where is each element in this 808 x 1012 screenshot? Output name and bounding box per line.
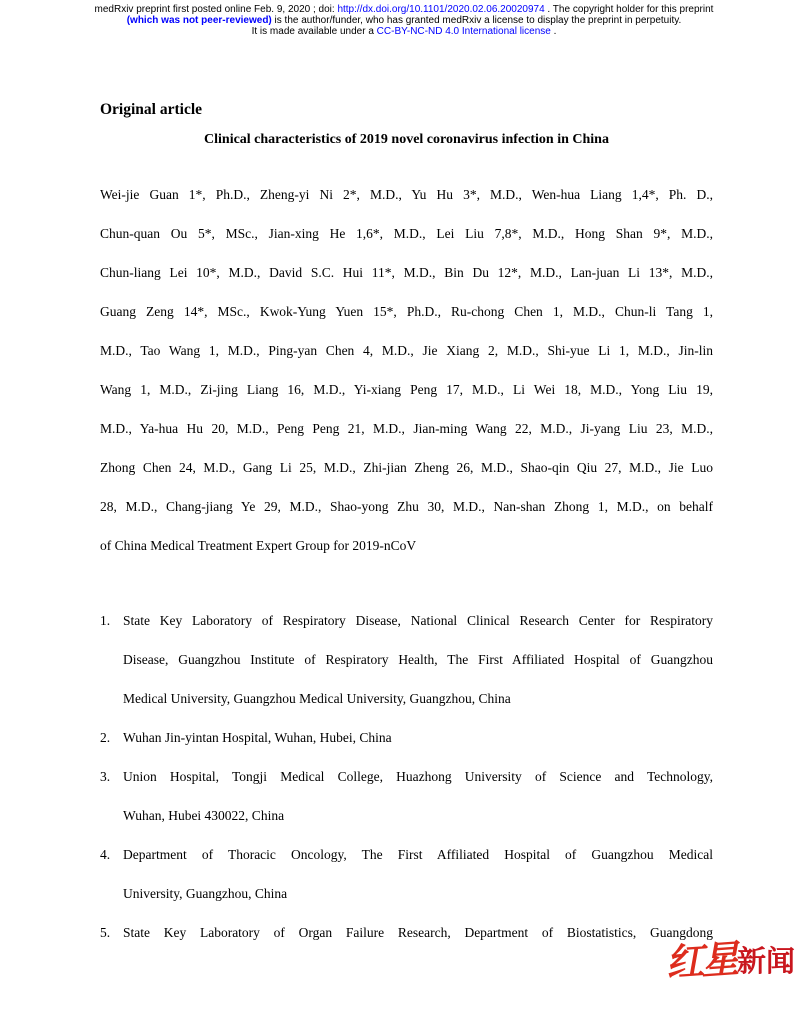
affiliation-line: Wuhan, Hubei 430022, China — [123, 808, 285, 823]
article-body — [100, 0, 713, 952]
affiliation-number: 1. — [100, 613, 111, 628]
redstar-news-logo — [664, 938, 795, 986]
affiliation-number: 4. — [100, 847, 111, 862]
authors-paragraph — [100, 175, 713, 565]
affiliation-number: 2. — [100, 730, 111, 745]
notice-line-1-pre: medRxiv preprint first posted online Feb. 9, 2020 ; doi: — [94, 4, 338, 15]
peer-review-warning: (which was not peer-reviewed) — [126, 15, 272, 26]
author-line: Wei-jie Guan 1*, Ph.D., Zheng-yi Ni 2*, M.D., Yu Hu 3*, M.D., Wen-hua Liang 1,4*, Ph. D., — [100, 187, 713, 202]
notice-line-1-post: . The copyright holder for this preprint — [544, 4, 714, 15]
section-label: Original article — [100, 101, 203, 118]
notice-line-2-rest: is the author/funder, who has granted medRxiv a license to display the preprint in perpetuity. — [271, 15, 682, 26]
affiliation-item — [100, 913, 713, 952]
paper-title: Clinical characteristics of 2019 novel coronavirus infection in China — [204, 132, 609, 147]
author-line: Chun-liang Lei 10*, M.D., David S.C. Hui 11*, M.D., Bin Du 12*, M.D., Lan-juan Li 13*, M.D., — [100, 265, 713, 280]
author-line: of China Medical Treatment Expert Group for 2019-nCoV — [100, 538, 417, 553]
logo-calligraphy-text: 红星 — [664, 938, 738, 986]
affiliation-line: Wuhan Jin-yintan Hospital, Wuhan, Hubei, China — [123, 730, 392, 745]
author-line: Guang Zeng 14*, MSc., Kwok-Yung Yuen 15*, Ph.D., Ru-chong Chen 1, M.D., Chun-li Tang 1, — [100, 304, 713, 319]
affiliation-item — [100, 601, 713, 718]
doi-link[interactable]: http://dx.doi.org/10.1101/2020.02.06.20020974 — [337, 4, 545, 15]
affiliation-line: State Key Laboratory of Respiratory Disease, National Clinical Research Center for Respiratory — [123, 613, 713, 628]
affiliation-line: University, Guangzhou, China — [123, 886, 288, 901]
affiliation-item — [100, 835, 713, 913]
affiliation-line: Union Hospital, Tongji Medical College, Huazhong University of Science and Technology, — [123, 769, 713, 784]
author-line: 28, M.D., Chang-jiang Ye 29, M.D., Shao-yong Zhu 30, M.D., Nan-shan Zhong 1, M.D., on behalf — [100, 499, 713, 514]
affiliation-line: Department of Thoracic Oncology, The First Affiliated Hospital of Guangzhou Medical — [123, 847, 713, 862]
author-line: Zhong Chen 24, M.D., Gang Li 25, M.D., Zhi-jian Zheng 26, M.D., Shao-qin Qiu 27, M.D., Jie Luo — [100, 460, 713, 475]
affiliation-number: 3. — [100, 769, 111, 784]
notice-line-3-post: . — [550, 26, 557, 37]
affiliation-line: Disease, Guangzhou Institute of Respiratory Health, The First Affiliated Hospital of Guangzhou — [123, 652, 713, 667]
affiliation-item — [100, 757, 713, 835]
author-line: M.D., Tao Wang 1, M.D., Ping-yan Chen 4, M.D., Jie Xiang 2, M.D., Shi-yue Li 1, M.D., Jin-lin — [100, 343, 713, 358]
license-link[interactable]: CC-BY-NC-ND 4.0 International license — [376, 26, 551, 37]
author-line: Chun-quan Ou 5*, MSc., Jian-xing He 1,6*, M.D., Lei Liu 7,8*, M.D., Hong Shan 9*, M.D., — [100, 226, 713, 241]
affiliations-list — [100, 601, 713, 952]
affiliation-number: 5. — [100, 925, 111, 940]
author-line: M.D., Ya-hua Hu 20, M.D., Peng Peng 21, M.D., Jian-ming Wang 22, M.D., Ji-yang Liu 23, M.D., — [100, 421, 713, 436]
notice-line-3-pre: It is made available under a — [251, 26, 377, 37]
logo-block-text: 新闻 — [736, 945, 795, 978]
affiliation-line: State Key Laboratory of Organ Failure Research, Department of Biostatistics, Guangdong — [123, 925, 713, 940]
affiliation-item — [100, 718, 713, 757]
affiliation-line: Medical University, Guangzhou Medical University, Guangzhou, China — [123, 691, 511, 706]
author-line: Wang 1, M.D., Zi-jing Liang 16, M.D., Yi-xiang Peng 17, M.D., Li Wei 18, M.D., Yong Liu 19, — [100, 382, 713, 397]
